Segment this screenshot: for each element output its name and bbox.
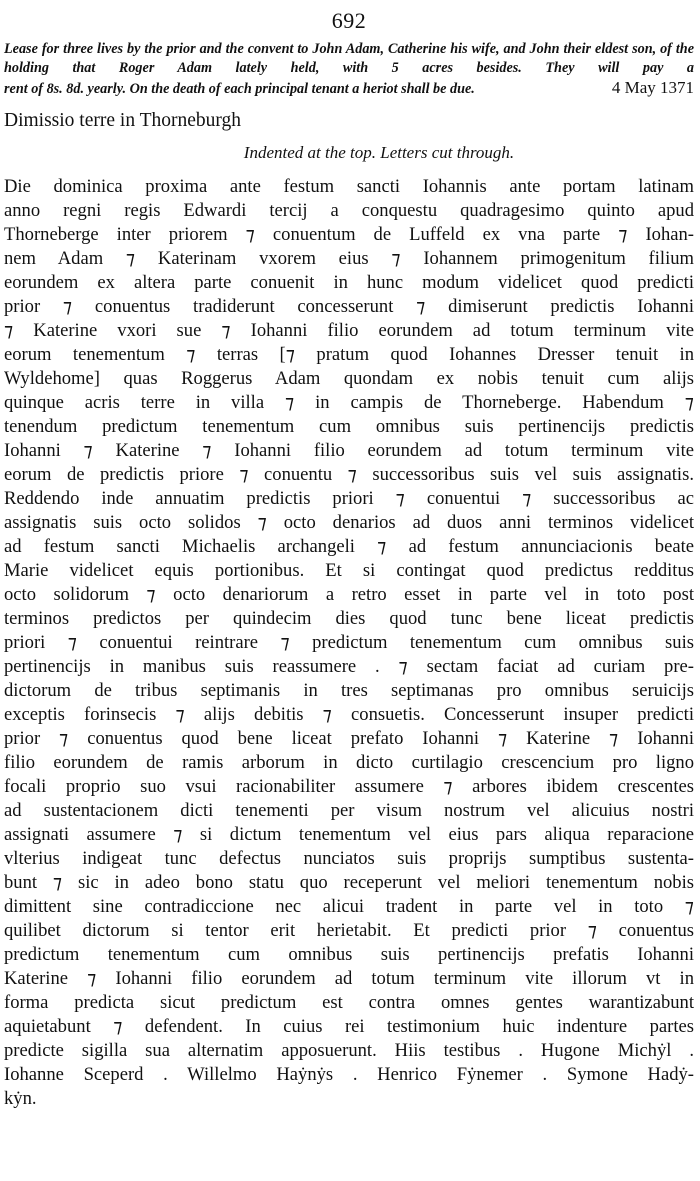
charter-line: quinque acris terre in villa ⁊ in campis de Thorneberge. Habendum ⁊ — [4, 392, 694, 413]
charter-line: eorum de predictis priore ⁊ conuentu ⁊ successoribus suis vel suis assignatis. — [4, 464, 694, 485]
charter-line: focali proprio suo vsui racionabiliter assumere ⁊ arbores ibidem crescentes — [4, 776, 694, 797]
charter-line: quilibet dictorum si tentor erit herietabit. Et predicti prior ⁊ conuentus — [4, 920, 694, 941]
charter-line: prior ⁊ conuentus tradiderunt concesserunt ⁊ dimiserunt predictis Iohanni — [4, 296, 694, 317]
charter-line: nem Adam ⁊ Katerinam vxorem eius ⁊ Iohannem primogenitum filium — [4, 248, 694, 269]
charter-line: forma predicta sicut predictum est contra omnes gentes warantizabunt — [4, 992, 694, 1013]
charter-line: predictum tenementum cum omnibus suis pertinencijs prefatis Iohanni — [4, 944, 694, 965]
charter-line: vlterius indigeat tunc defectus nunciatos suis proprijs sumptibus sustenta- — [4, 848, 694, 869]
charter-line: dictorum de tribus septimanis in tres septimanas pro omnibus seruicijs — [4, 680, 694, 701]
charter-line: bunt ⁊ sic in adeo bono statu quo receperunt vel meliori tenementum nobis — [4, 872, 694, 893]
document-heading: Dimissio terre in Thorneburgh — [4, 110, 242, 131]
charter-line: assignati assumere ⁊ si dictum tenementum vel eius pars aliqua reparacione — [4, 824, 694, 845]
charter-line: Marie videlicet equis portionibus. Et si contingat quod predictus redditus — [4, 560, 694, 581]
charter-line: eorum tenementum ⁊ terras [⁊ pratum quod Iohannes Dresser tenuit in — [4, 344, 694, 365]
charter-line: ⁊ Katerine vxori sue ⁊ Iohanni filio eorundem ad totum terminum vite — [4, 320, 694, 341]
charter-line: ad sustentacionem dicti tenementi per visum nostrum vel alicuius nostri — [4, 800, 694, 821]
charter-line: Iohanni ⁊ Katerine ⁊ Iohanni filio eorundem ad totum terminum vite — [4, 440, 694, 461]
charter-line: Wyldehome] quas Roggerus Adam quondam ex nobis tenuit cum alijs — [4, 368, 694, 389]
charter-line: tenendum predictum tenementum cum omnibus suis pertinencijs predictis — [4, 416, 694, 437]
editorial-note: Indented at the top. Letters cut through. — [243, 143, 515, 162]
document-date: 4 May 1371 — [611, 78, 694, 97]
charter-line: anno regni regis Edwardi tercij a conquestu quadragesimo quinto apud — [4, 200, 694, 221]
charter-line: Katerine ⁊ Iohanni filio eorundem ad totum terminum vite illorum vt in — [4, 968, 694, 989]
summary-last-line-text: rent of 8s. 8d. yearly. On the death of each principal tenant a heriot shall be due. — [4, 81, 475, 97]
document-summary-last-line — [4, 78, 694, 99]
charter-line: ad festum sancti Michaelis archangeli ⁊ ad festum annunciacionis beate — [4, 536, 694, 557]
charter-line: Reddendo inde annuatim predictis priori ⁊ conuentui ⁊ successoribus ac — [4, 488, 694, 509]
charter-line: exceptis forinsecis ⁊ alijs debitis ⁊ consuetis. Concesserunt insuper predicti — [4, 704, 694, 725]
charter-line: assignatis suis octo solidos ⁊ octo denarios ad duos anni terminos videlicet — [4, 512, 694, 533]
charter-line: prior ⁊ conuentus quod bene liceat prefato Iohanni ⁊ Katerine ⁊ Iohanni — [4, 728, 694, 749]
charter-line: pertinencijs in manibus suis reassumere . ⁊ sectam faciat ad curiam pre- — [4, 656, 694, 677]
charter-line: terminos predictos per quindecim dies quod tunc bene liceat predictis — [4, 608, 694, 629]
charter-line: Thorneberge inter priorem ⁊ conuentum de Luffeld ex vna parte ⁊ Iohan- — [4, 224, 694, 245]
document-summary: Lease for three lives by the prior and the convent to John Adam, Catherine his wife, and John their eldest son, of the holding that Roger Adam lately held, with 5 acres besides. They will pay a — [4, 41, 694, 76]
charter-line: kẏn. — [4, 1088, 37, 1109]
charter-line: Die dominica proxima ante festum sancti Iohannis ante portam latinam — [4, 176, 694, 197]
charter-line: eorundem ex altera parte conuenit in hunc modum videlicet quod predicti — [4, 272, 694, 293]
charter-text — [4, 175, 694, 1111]
charter-line: octo solidorum ⁊ octo denariorum a retro esset in parte vel in toto post — [4, 584, 694, 605]
charter-line: predicte sigilla sua alternatim apposuerunt. Hiis testibus . Hugone Michẏl . — [4, 1040, 694, 1061]
charter-line: dimittent sine contradiccione nec alicui tradent in parte vel in toto ⁊ — [4, 896, 694, 917]
charter-line: aquietabunt ⁊ defendent. In cuius rei testimonium huic indenture partes — [4, 1016, 694, 1037]
charter-line: priori ⁊ conuentui reintrare ⁊ predictum tenementum cum omnibus suis — [4, 632, 694, 653]
charter-line: filio eorundem de ramis arborum in dicto curtilagio crescencium pro ligno — [4, 752, 694, 773]
page-number: 692 — [331, 8, 367, 33]
charter-line: Iohanne Sceperd . Willelmo Haẏnẏs . Henrico Fẏnemer . Symone Hadẏ- — [4, 1064, 694, 1085]
